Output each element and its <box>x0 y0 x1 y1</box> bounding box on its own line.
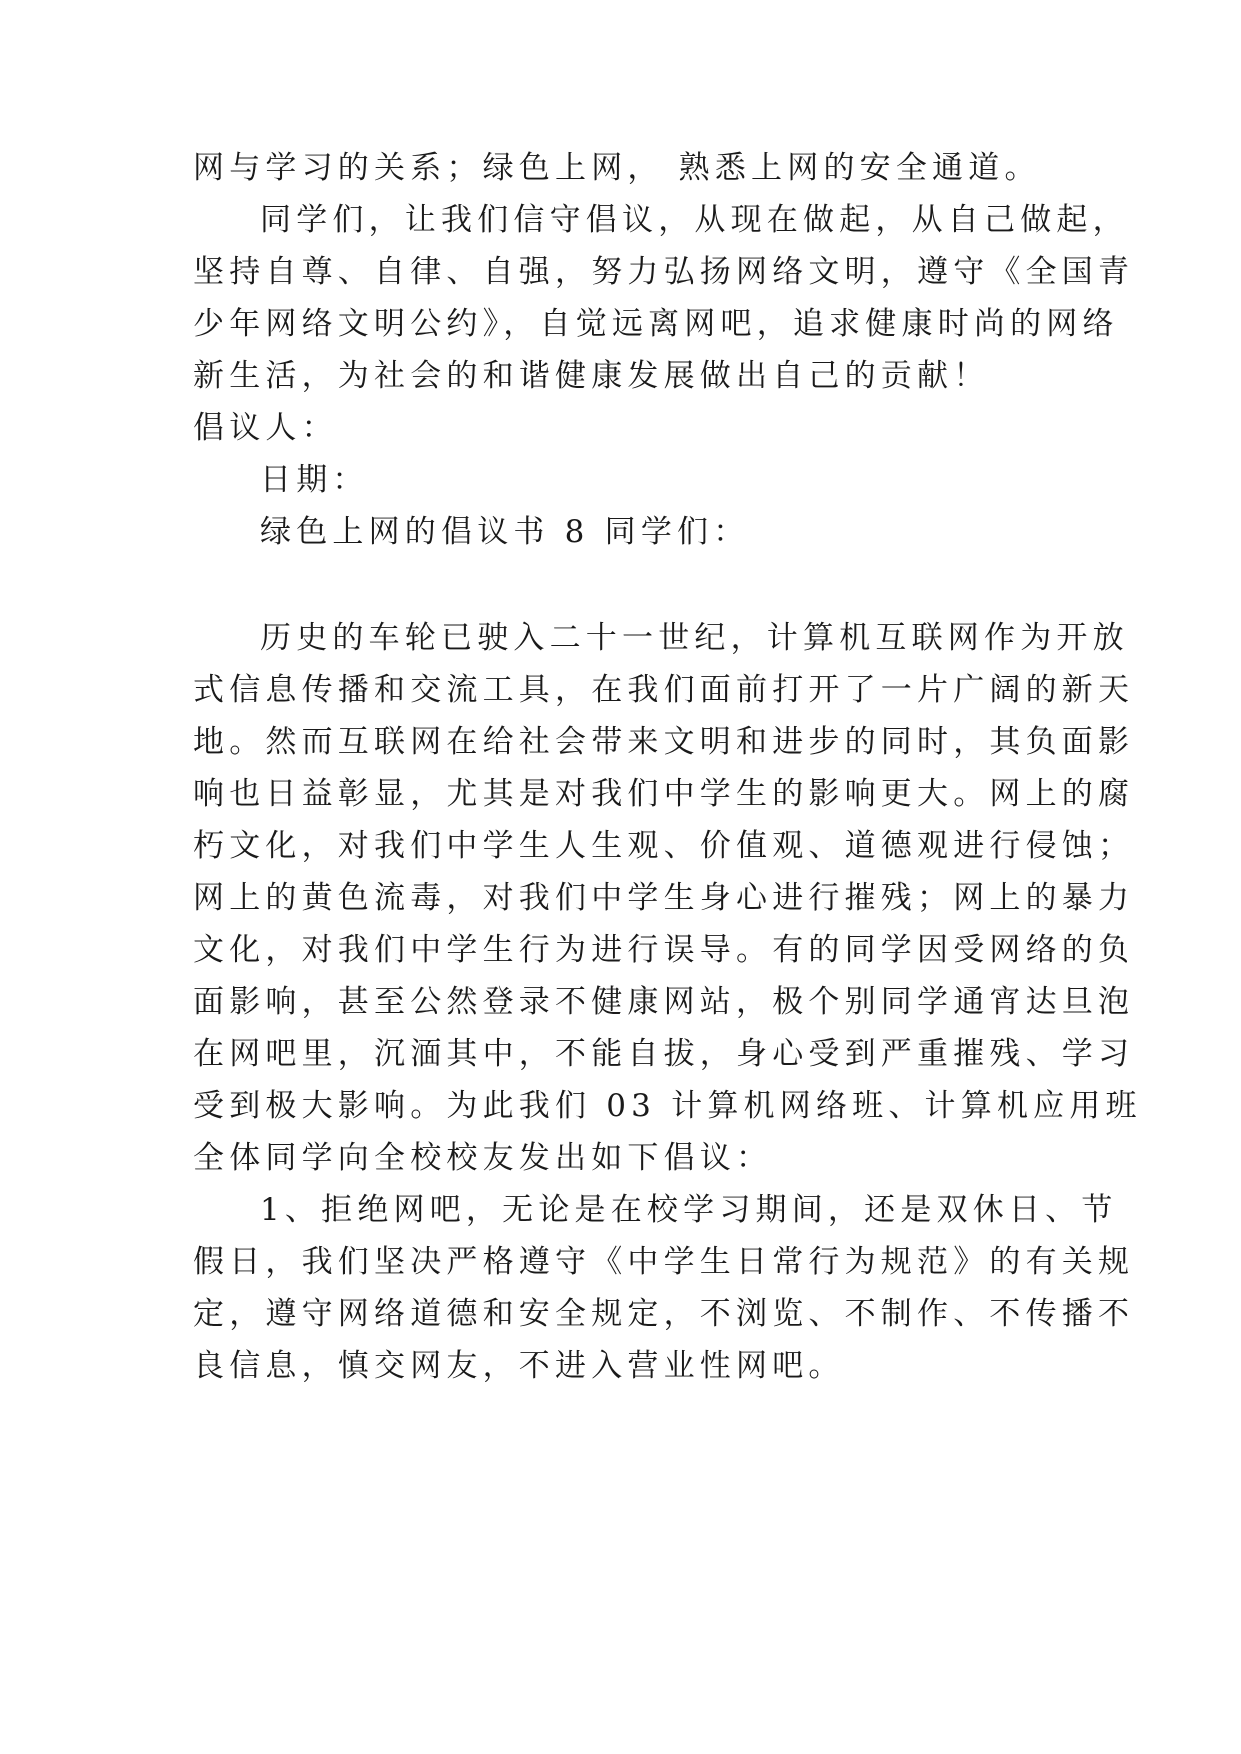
text-line: 地。然而互联网在给社会带来文明和进步的同时，其负面影 <box>193 724 1135 760</box>
date-label: 日期： <box>260 462 369 498</box>
text-line: 受到极大影响。为此我们 03 计算机网络班、计算机应用班 <box>193 1088 1142 1124</box>
text-line: 假日，我们坚决严格遵守《中学生日常行为规范》的有关规 <box>193 1244 1135 1280</box>
text-line: 响也日益彰显，尤其是对我们中学生的影响更大。网上的腐 <box>193 776 1135 812</box>
text-line: 定，遵守网络道德和安全规定，不浏览、不制作、不传播不 <box>193 1296 1135 1332</box>
text-line: 在网吧里，沉湎其中，不能自拔，身心受到严重摧残、学习 <box>193 1036 1135 1072</box>
text-line: 网上的黄色流毒，对我们中学生身心进行摧残；网上的暴力 <box>193 880 1135 916</box>
text-line: 网与学习的关系；绿色上网， 熟悉上网的安全通道。 <box>193 150 1041 186</box>
text-line: 历史的车轮已驶入二十一世纪，计算机互联网作为开放 <box>260 620 1129 656</box>
section-heading: 绿色上网的倡议书 8 同学们： <box>260 514 750 550</box>
text-line: 式信息传播和交流工具，在我们面前打开了一片广阔的新天 <box>193 672 1135 708</box>
text-line: 朽文化，对我们中学生人生观、价值观、道德观进行侵蚀； <box>193 828 1135 864</box>
text-line: 少年网络文明公约》，自觉远离网吧，追求健康时尚的网络 <box>193 306 1119 342</box>
signatory-label: 倡议人： <box>193 410 338 446</box>
text-line: 良信息，慎交网友，不进入营业性网吧。 <box>193 1348 845 1384</box>
text-line: 坚持自尊、自律、自强，努力弘扬网络文明，遵守《全国青 <box>193 254 1135 290</box>
text-line: 新生活，为社会的和谐健康发展做出自己的贡献！ <box>193 358 990 394</box>
text-line: 同学们，让我们信守倡议，从现在做起，从自己做起， <box>260 202 1129 238</box>
text-line: 1、拒绝网吧，无论是在校学习期间，还是双休日、节 <box>260 1192 1118 1228</box>
text-line: 面影响，甚至公然登录不健康网站，极个别同学通宵达旦泡 <box>193 984 1135 1020</box>
text-line: 文化，对我们中学生行为进行误导。有的同学因受网络的负 <box>193 932 1135 968</box>
text-line: 全体同学向全校校友发出如下倡议： <box>193 1140 773 1176</box>
